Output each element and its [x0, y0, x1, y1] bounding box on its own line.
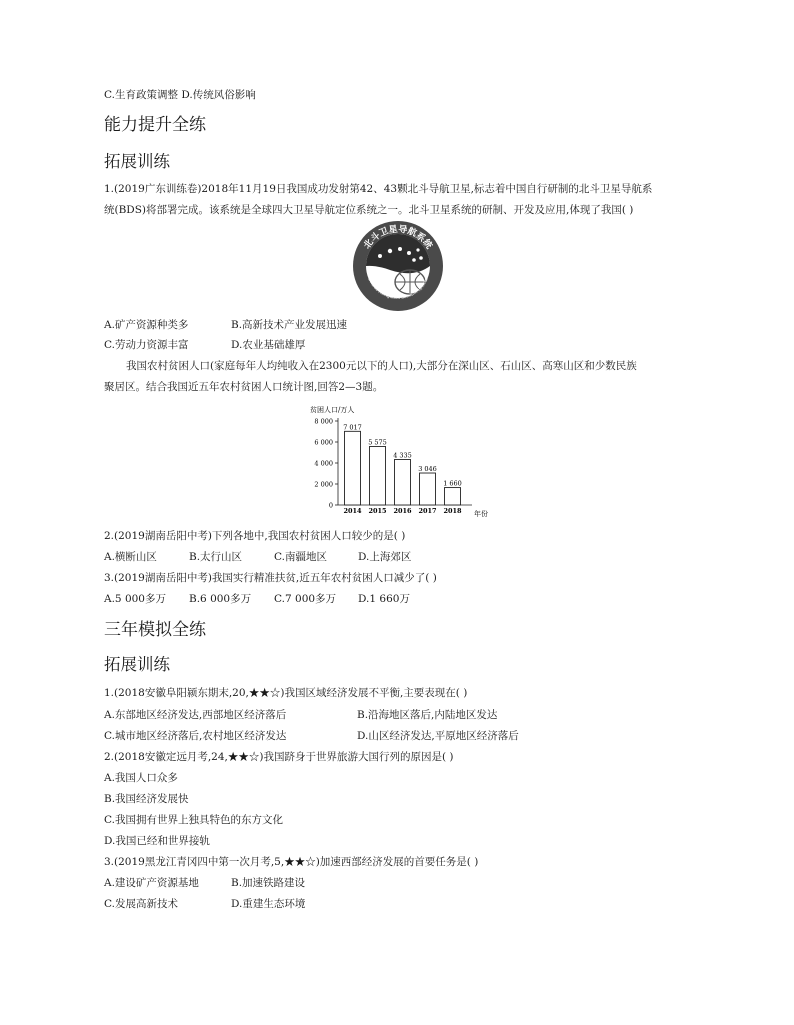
chart-x-tick-label: 2016	[393, 507, 412, 515]
q3-option-b: B.6 000多万	[189, 593, 252, 605]
section-title-ability: 能力提升全练	[104, 115, 206, 135]
s2-q1-option-a: A.东部地区经济发达,西部地区经济落后	[104, 709, 287, 721]
chart-x-tick-label: 2015	[368, 507, 387, 515]
logo-text-en: BeiDou Navigation Satellite System	[367, 276, 429, 300]
chart-bar	[370, 446, 386, 505]
chart-bar	[345, 431, 361, 505]
s2-q3-stem: 3.(2019黑龙江青冈四中第一次月考,5,★★☆)加速西部经济发展的首要任务是( )	[104, 856, 479, 868]
q1-option-d: D.农业基础雄厚	[231, 339, 306, 351]
q3-option-d: D.1 660万	[358, 593, 410, 605]
s2-q1-option-c: C.城市地区经济落后,农村地区经济发达	[104, 730, 287, 742]
q2-option-c: C.南疆地区	[274, 551, 327, 563]
intro-line2: 聚居区。结合我国近五年农村贫困人口统计图,回答2—3题。	[104, 381, 384, 393]
s2-q2-option-b: B.我国经济发展快	[104, 793, 189, 805]
q3-stem: 3.(2019湖南岳阳中考)我国实行精准扶贫,近五年农村贫困人口减少了( )	[104, 572, 437, 584]
section-title-three-year: 三年模拟全练	[104, 620, 206, 640]
s2-q3-option-b: B.加速铁路建设	[231, 877, 306, 889]
s2-q1-option-b: B.沿海地区落后,内陆地区发达	[357, 709, 498, 721]
chart-x-tick-label: 2017	[418, 507, 437, 515]
chart-y-tick-label: 6 000	[314, 438, 333, 447]
chart-bar-value-label: 1 660	[443, 479, 462, 488]
q1-line1: 1.(2019广东训练卷)2018年11月19日我国成功发射第42、43颗北斗导航卫星,标志着中国自行研制的北斗卫星导航系	[104, 183, 653, 195]
q2-option-b: B.太行山区	[189, 551, 243, 563]
s2-q2-option-c: C.我国拥有世界上独具特色的东方文化	[104, 814, 283, 826]
chart-bar	[445, 488, 461, 505]
q3-option-c: C.7 000多万	[274, 593, 337, 605]
q2-option-a: A.横断山区	[104, 551, 157, 563]
s2-q1-stem: 1.(2018安徽阜阳颍东期末,20,★★☆)我国区域经济发展不平衡,主要表现在( )	[104, 687, 468, 699]
s2-q2-option-d: D.我国已经和世界接轨	[104, 835, 210, 847]
q1-option-b: B.高新技术产业发展迅速	[231, 319, 348, 331]
intro-line1: 我国农村贫困人口(家庭每年人均纯收入在2300元以下的人口),大部分在深山区、石山区、高寒山区和少数民族	[126, 360, 637, 372]
chart-y-tick-label: 4 000	[314, 459, 333, 468]
chart-bar-value-label: 4 335	[393, 451, 412, 460]
chart-bar-value-label: 7 017	[343, 423, 362, 432]
chart-xlabel: 年份	[474, 510, 488, 518]
s2-q1-option-d: D.山区经济发达,平原地区经济落后	[357, 730, 519, 742]
top-options: C.生育政策调整 D.传统风俗影响	[104, 89, 256, 101]
s2-q2-stem: 2.(2018安徽定远月考,24,★★☆)我国跻身于世界旅游大国行列的原因是( )	[104, 751, 454, 763]
s2-q3-option-c: C.发展高新技术	[104, 898, 178, 910]
s2-q3-option-d: D.重建生态环境	[231, 898, 306, 910]
chart-bar	[395, 459, 411, 505]
chart-x-tick-label: 2014	[343, 507, 362, 515]
chart-x-tick-label: 2018	[443, 507, 462, 515]
chart-y-tick-label: 2 000	[314, 480, 333, 489]
q1-line2: 统(BDS)将部署完成。该系统是全球四大卫星导航定位系统之一。北斗卫星系统的研制、开发及应用,体现了我国( )	[104, 204, 634, 216]
chart-bar-value-label: 5 575	[368, 438, 387, 447]
q2-option-d: D.上海郊区	[358, 551, 412, 563]
chart-bar-value-label: 3 046	[418, 465, 437, 474]
s2-q2-option-a: A.我国人口众多	[104, 772, 178, 784]
section-subtitle-extension-2: 拓展训练	[104, 655, 170, 674]
q1-option-c: C.劳动力资源丰富	[104, 339, 189, 351]
q1-option-a: A.矿产资源种类多	[104, 319, 189, 331]
chart-y-tick-label: 8 000	[314, 417, 333, 426]
section-subtitle-extension: 拓展训练	[104, 152, 170, 171]
chart-y-tick-label: 0	[328, 501, 333, 510]
s2-q3-option-a: A.建设矿产资源基地	[104, 877, 199, 889]
beidou-logo	[350, 220, 446, 312]
q2-stem: 2.(2019湖南岳阳中考)下列各地中,我国农村贫困人口较少的是( )	[104, 530, 406, 542]
chart-bar	[420, 473, 436, 505]
logo-text-cn: 北斗卫星导航系统	[362, 224, 434, 252]
chart-ylabel: 贫困人口/万人	[310, 406, 355, 414]
poverty-bar-chart	[300, 398, 500, 522]
q3-option-a: A.5 000多万	[104, 593, 166, 605]
